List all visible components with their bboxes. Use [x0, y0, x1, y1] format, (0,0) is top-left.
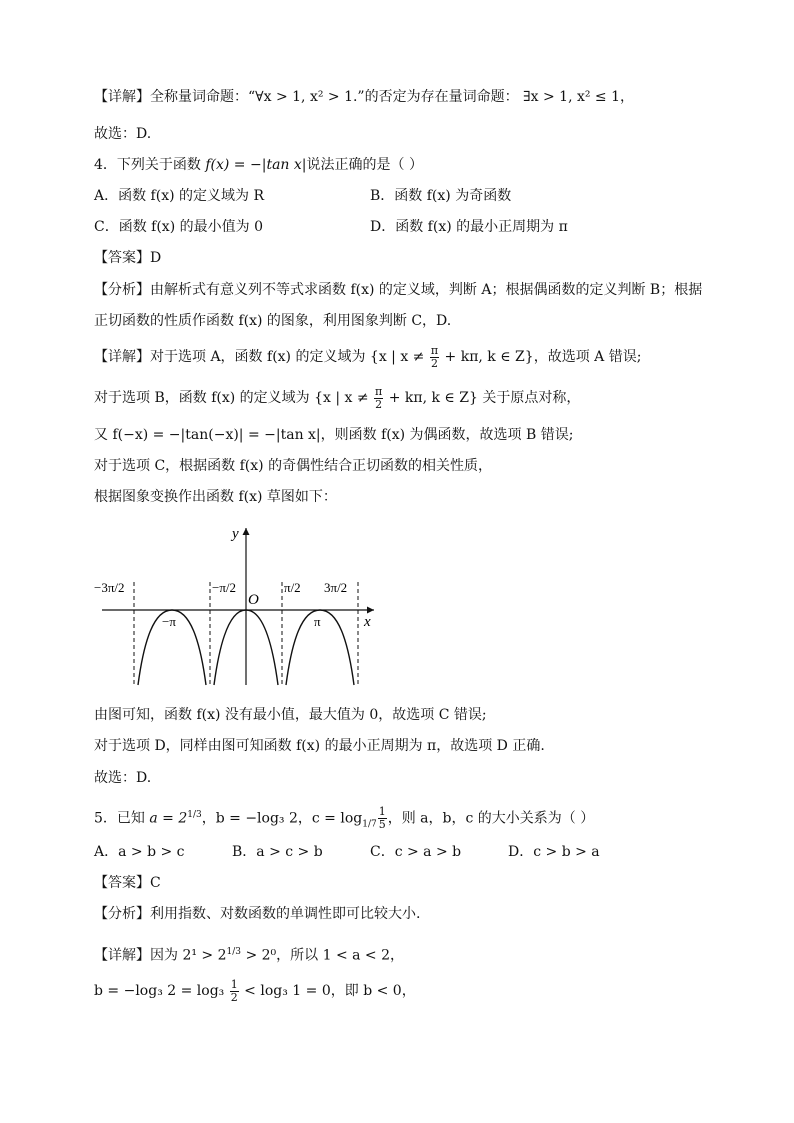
detail-formula: ∃x > 1, x² ≤ 1，	[523, 89, 635, 105]
analysis-text: 利用指数、对数函数的单调性即可比较大小.	[150, 906, 421, 922]
fraction-den: 5	[378, 818, 386, 832]
q4-detail-3: 又 f(−x) = −|tan(−x)| = −|tan x|，则函数 f(x) 为偶函数，故选项 B 错误;	[94, 427, 574, 443]
fraction-pi-over-2	[374, 386, 383, 411]
q4-detail-2	[94, 385, 580, 411]
function-graph	[92, 520, 382, 690]
q4-option-c: C．函数 f(x) 的最小值为 0	[94, 219, 263, 235]
detail-text-2: + kπ, k ∈ Z} 关于原点对称，	[384, 390, 581, 406]
analysis-text: 由解析式有意义列不等式求函数 f(x) 的定义域，判断 A；根据偶函数的定义判断 B；根据	[150, 282, 703, 298]
answer-value: D	[150, 250, 162, 266]
q4-answer	[94, 248, 161, 268]
q5-c-log-base: 1/7	[362, 819, 377, 830]
x-axis-label: x	[364, 614, 371, 630]
detail-text: 对于选项 A，函数 f(x) 的定义域为 {x | x ≠	[150, 349, 429, 365]
q5-detail-1	[94, 940, 404, 968]
q5-answer	[94, 873, 161, 893]
answer-tag: 【答案】	[94, 250, 150, 266]
detail-text: 因为 2¹ > 2	[150, 947, 227, 964]
q4-choose: 故选：D.	[94, 770, 152, 786]
detail-tag: 【详解】	[94, 349, 150, 365]
q4-option-d: D．函数 f(x) 的最小正周期为 π	[370, 219, 568, 235]
tick-label-3pi-2: 3π/2	[324, 580, 348, 595]
tick-label-pi-2: π/2	[284, 580, 301, 595]
q4-option-b: B．函数 f(x) 为奇函数	[370, 188, 512, 204]
detail-text: 全称量词命题：“∀x > 1, x² > 1.”的否定为存在量词命题：	[150, 89, 519, 105]
y-axis-label: y	[232, 526, 239, 542]
prev-detail-line	[94, 87, 634, 107]
q4-stem-text-2: 说法正确的是（ ）	[306, 157, 423, 173]
fraction-num: 1	[230, 977, 238, 991]
detail-text-2: > 2⁰，所以 1 < a < 2，	[241, 947, 405, 964]
q5-bc-definition: ，b = −log₃ 2，c = log	[201, 810, 363, 827]
fraction-num: π	[430, 343, 439, 357]
detail-exponent: 1/3	[226, 947, 241, 957]
q5-stem-text: 5．已知	[94, 810, 150, 827]
origin-label: O	[248, 592, 259, 608]
prev-choose-line: 故选：D.	[94, 126, 152, 142]
detail-tag: 【详解】	[94, 947, 150, 964]
fraction-den: 2	[230, 990, 238, 1004]
q4-detail-7: 对于选项 D，同样由图可知函数 f(x) 的最小正周期为 π，故选项 D 正确.	[94, 738, 545, 754]
detail-text-2: + kπ, k ∈ Z}，故选项 A 错误;	[440, 349, 642, 365]
detail-tag: 【详解】	[94, 89, 150, 105]
fraction-one-half	[230, 979, 239, 1004]
q4-stem	[94, 155, 423, 175]
q4-detail-5: 根据图象变换作出函数 f(x) 草图如下：	[94, 489, 337, 505]
fraction-num: 1	[378, 805, 386, 819]
q4-analysis-1	[94, 280, 702, 300]
tick-label-neg-pi-2: −π/2	[212, 580, 237, 595]
q4-function: f(x) = −|tan x|	[205, 157, 307, 173]
q5-option-d: D．c > b > a	[508, 844, 600, 860]
analysis-tag: 【分析】	[94, 282, 150, 298]
q5-stem-text-2: ，则 a，b，c 的大小关系为（ ）	[387, 810, 595, 827]
q5-option-c: C．c > a > b	[370, 844, 462, 860]
tick-label-neg-pi: −π	[162, 614, 176, 629]
fraction-den: 2	[375, 397, 383, 411]
q5-a-definition: a = 2	[149, 810, 188, 827]
q4-analysis-2: 正切函数的性质作函数 f(x) 的图象，利用图象判断 C，D.	[94, 313, 452, 329]
detail-text: 对于选项 B，函数 f(x) 的定义域为 {x | x ≠	[94, 390, 374, 406]
q5-a-exponent: 1/3	[187, 810, 202, 820]
answer-tag: 【答案】	[94, 875, 150, 891]
q5-analysis	[94, 904, 420, 924]
q5-option-b: B．a > c > b	[232, 844, 323, 860]
q5-detail-2	[94, 978, 416, 1004]
fraction-den: 2	[430, 356, 438, 370]
detail-text-2: < log₃ 1 = 0，即 b < 0，	[239, 983, 416, 999]
fraction-pi-over-2	[430, 345, 439, 370]
q5-option-a: A．a > b > c	[94, 844, 185, 860]
q4-detail-6: 由图可知，函数 f(x) 没有最小值，最大值为 0，故选项 C 错误;	[94, 707, 487, 723]
answer-value: C	[150, 875, 161, 891]
q4-detail-1	[94, 344, 641, 370]
analysis-tag: 【分析】	[94, 906, 150, 922]
q4-detail-4: 对于选项 C，根据函数 f(x) 的奇偶性结合正切函数的相关性质，	[94, 458, 493, 474]
fraction-num: π	[375, 384, 383, 398]
tick-label-pi: π	[314, 614, 321, 629]
q5-stem	[94, 802, 594, 837]
q5-c-argument	[378, 806, 387, 831]
detail-text: b = −log₃ 2 = log₃	[94, 983, 229, 999]
q4-option-a: A．函数 f(x) 的定义域为 R	[94, 188, 265, 204]
tick-label-neg-3pi-2: −3π/2	[94, 580, 125, 595]
q4-stem-text: 4．下列关于函数	[94, 157, 206, 173]
